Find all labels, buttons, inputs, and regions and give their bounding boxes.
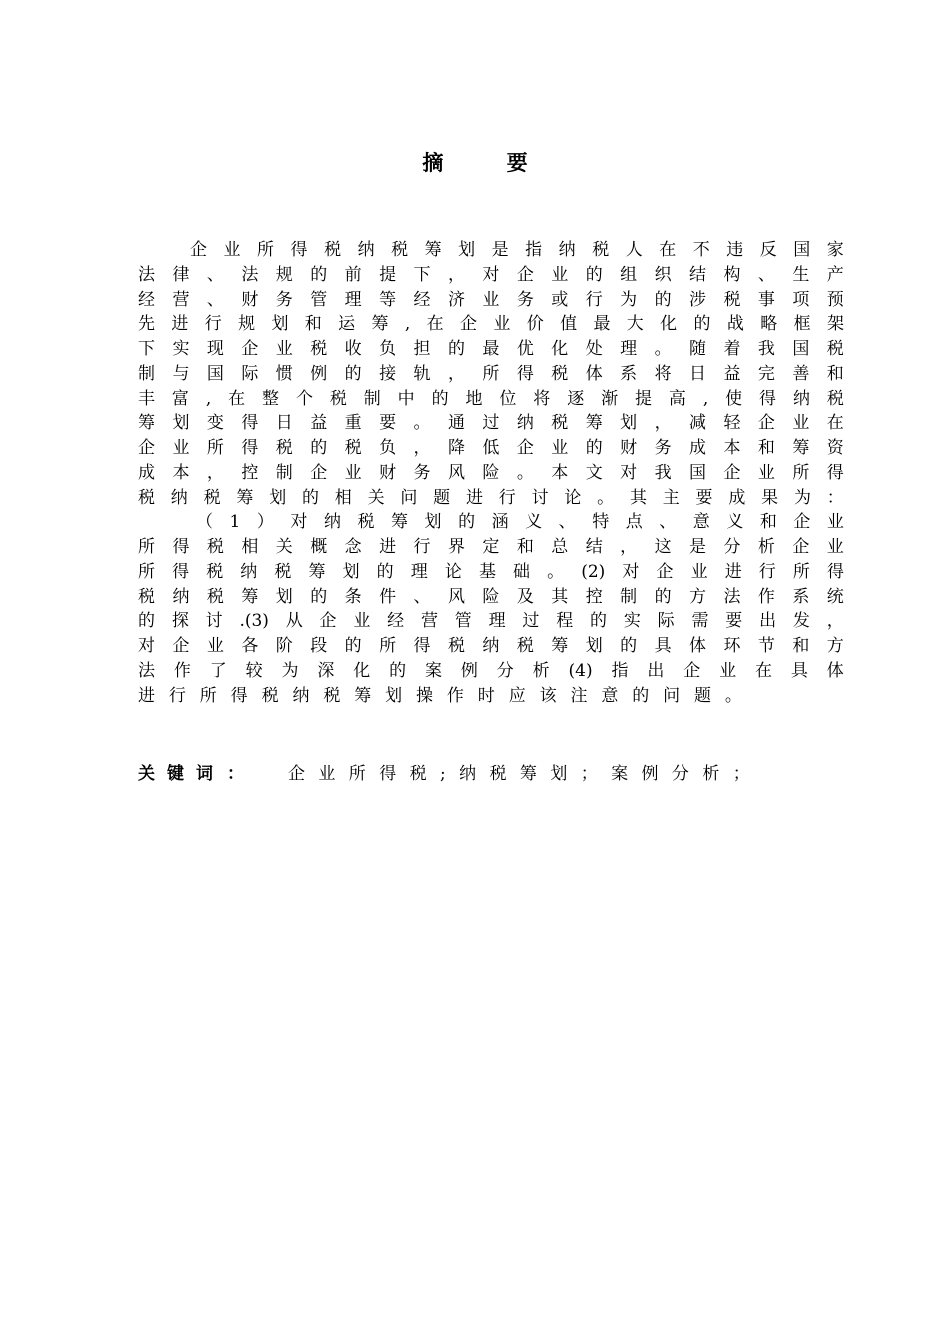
keywords-label: 关键词 — [138, 764, 225, 784]
abstract-line: 所 得 税 纳 税 筹 划 的 理 论 基 础 。 (2) 对 企 业 进 行 所 得 — [138, 561, 844, 582]
abstract-line: 企 业 所 得 税 的 税 负 ， 降 低 企 业 的 财 务 成 本 和 筹 资 — [138, 438, 844, 458]
abstract-line: 所 得 税 相 关 概 念 进 行 界 定 和 总 结 ， 这 是 分 析 企 业 — [138, 537, 844, 557]
abstract-line: 法 作 了 较 为 深 化 的 案 例 分 析 (4) 指 出 企 业 在 具 体 — [138, 660, 844, 681]
abstract-line: 制 与 国 际 惯 例 的 接 轨 ， 所 得 税 体 系 将 日 益 完 善 和 — [138, 363, 844, 384]
abstract-line: 企 业 所 得 税 纳 税 筹 划 是 指 纳 税 人 在 不 违 反 国 家 — [190, 240, 844, 260]
abstract-line: 经 营 、 财 务 管 理 等 经 济 业 务 或 行 为 的 涉 税 事 项 预 — [138, 289, 844, 310]
abstract-body — [138, 238, 844, 708]
abstract-line: 成 本 ， 控 制 企 业 财 务 风 险 。 本 文 对 我 国 企 业 所 得 — [138, 462, 844, 483]
abstract-line: 先 进 行 规 划 和 运 筹 , 在 企 业 价 值 最 大 化 的 战 略 框 架 — [138, 314, 844, 335]
abstract-line: 进 行 所 得 税 纳 税 筹 划 操 作 时 应 该 注 意 的 问 题 。 — [138, 685, 742, 706]
abstract-line: 筹 划 变 得 日 益 重 要 。 通 过 纳 税 筹 划 ， 减 轻 企 业 在 — [138, 413, 844, 434]
abstract-line: 法 律 、 法 规 的 前 提 下 ， 对 企 业 的 组 织 结 构 、 生 产 — [138, 264, 844, 285]
abstract-line: （ 1 ） 对 纳 税 筹 划 的 涵 义 、 特 点 、 意 义 和 企 业 — [196, 512, 844, 533]
keywords-line — [138, 762, 844, 787]
abstract-line: 的 探 讨 .(3) 从 企 业 经 营 管 理 过 程 的 实 际 需 要 出 发 ， — [138, 611, 844, 632]
keywords-colon: ： — [227, 764, 244, 784]
abstract-line: 丰 富 , 在 整 个 税 制 中 的 地 位 将 逐 渐 提 高 , 使 得 纳 税 — [138, 388, 844, 409]
abstract-line: 税 纳 税 筹 划 的 相 关 问 题 进 行 讨 论 。 其 主 要 成 果 为 ： — [138, 487, 844, 508]
abstract-line: 下 实 现 企 业 税 收 负 担 的 最 优 化 处 理 。 随 着 我 国 税 — [138, 339, 844, 359]
abstract-title: 摘 要 — [422, 150, 556, 175]
abstract-line: 税 纳 税 筹 划 的 条 件 、 风 险 及 其 控 制 的 方 法 作 系 统 — [138, 586, 844, 607]
abstract-line: 对 企 业 各 阶 段 的 所 得 税 纳 税 筹 划 的 具 体 环 节 和 方 — [138, 636, 844, 656]
keywords-value: 企业所得税;纳税筹划；案例分析； — [288, 764, 764, 784]
